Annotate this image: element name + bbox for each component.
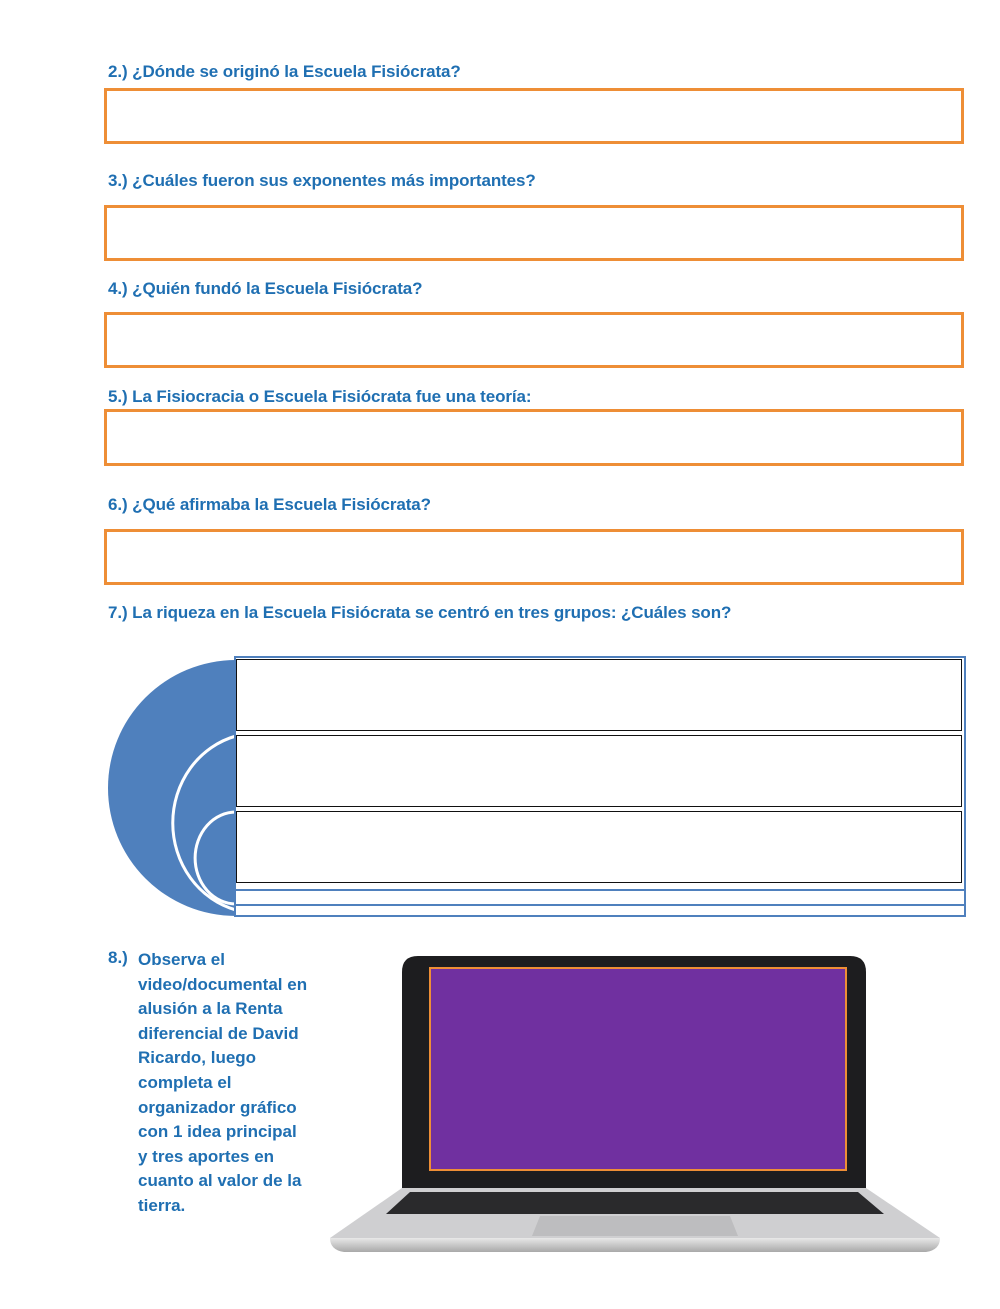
laptop-keyboard — [386, 1192, 884, 1214]
question-3: 3.) ¿Cuáles fueron sus exponentes más importantes? — [108, 171, 536, 190]
question-4: 4.) ¿Quién fundó la Escuela Fisiócrata? — [108, 279, 423, 298]
question-6: 6.) ¿Qué afirmaba la Escuela Fisiócrata? — [108, 495, 431, 514]
question-5: 5.) La Fisiocracia o Escuela Fisiócrata fue una teoría: — [108, 387, 532, 406]
laptop-base — [330, 1238, 940, 1252]
laptop-trackpad — [532, 1216, 738, 1236]
question-8-text: Observa el video/documental en alusión a la Renta diferencial de David Ricardo, luego completa el organizador gráfico con 1 idea principal y tres aportes en cuanto al valor de la tierra. — [138, 950, 308, 1215]
question-2: 2.) ¿Dónde se originó la Escuela Fisiócrata? — [108, 62, 461, 81]
question-7: 7.) La riqueza en la Escuela Fisiócrata se centró en tres grupos: ¿Cuáles son? — [108, 603, 732, 622]
question-8-number: 8.) — [108, 948, 128, 967]
video-player[interactable] — [429, 967, 847, 1171]
